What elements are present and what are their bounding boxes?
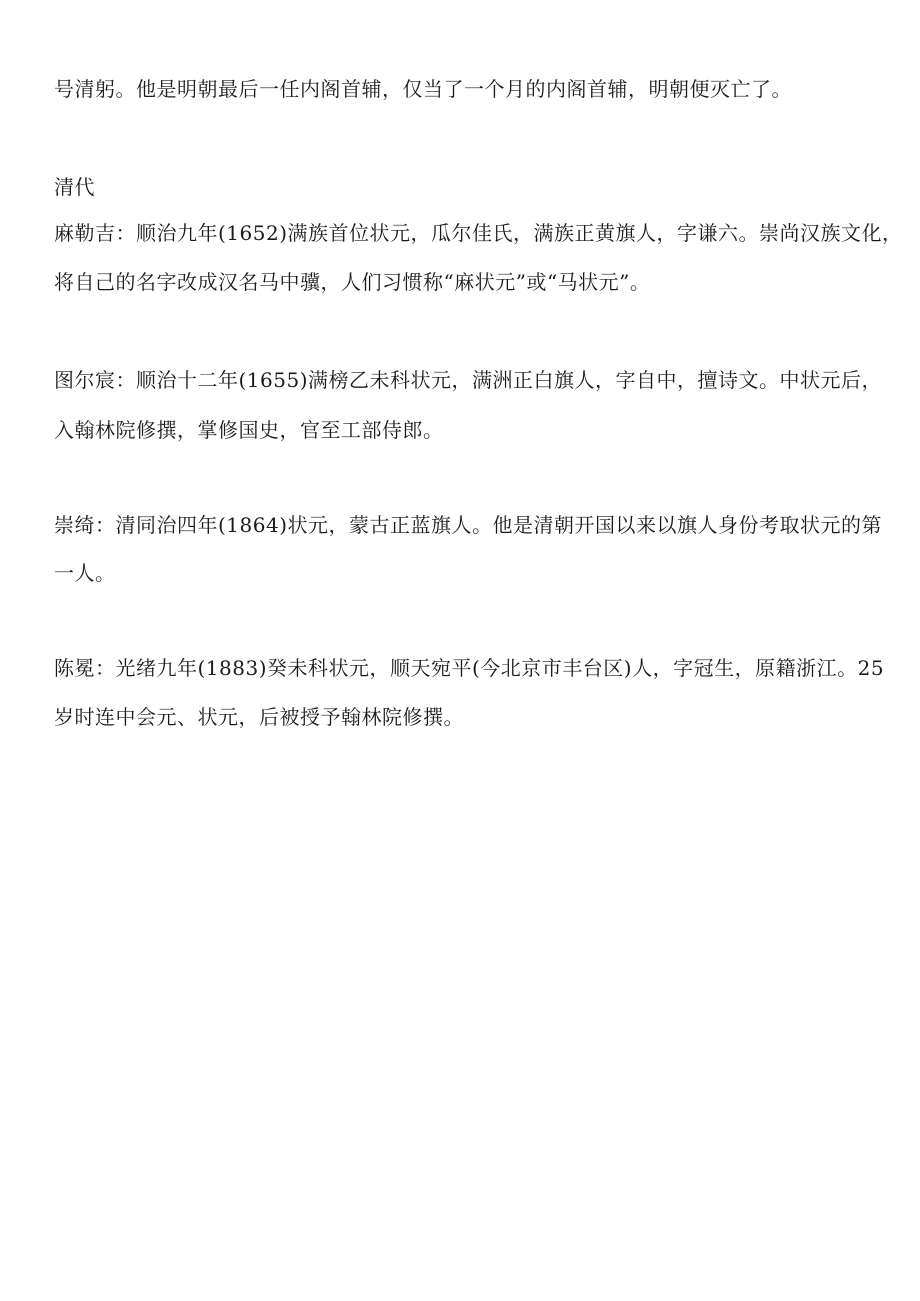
entry-1-line-1: 麻勒吉：顺治九年(1652)满族首位状元，瓜尔佳氏，满族正黄旗人，字谦六。崇尚汉族文化， xyxy=(54,221,903,245)
entry-3-line-2: 一人。 xyxy=(54,561,116,585)
entry-2-line-2: 入翰林院修撰，掌修国史，官至工部侍郎。 xyxy=(54,418,444,442)
section-heading: 清代 xyxy=(54,175,95,199)
entry-2-line-1: 图尔宸：顺治十二年(1655)满榜乙未科状元，满洲正白旗人，字自中，擅诗文。中状元后， xyxy=(54,368,883,392)
intro-paragraph: 号清躬。他是明朝最后一任内阁首辅，仅当了一个月的内阁首辅，明朝便灭亡了。 xyxy=(54,77,792,101)
entry-1-line-2: 将自己的名字改成汉名马中骥，人们习惯称“麻状元”或“马状元”。 xyxy=(54,270,651,294)
entry-4-line-1: 陈冕：光绪九年(1883)癸未科状元，顺天宛平(今北京市丰台区)人，字冠生，原籍浙江。25 xyxy=(54,656,885,680)
entry-3-line-1: 崇绮：清同治四年(1864)状元，蒙古正蓝旗人。他是清朝开国以来以旗人身份考取状元的第 xyxy=(54,513,883,537)
entry-4-line-2: 岁时连中会元、状元，后被授予翰林院修撰。 xyxy=(54,705,464,729)
